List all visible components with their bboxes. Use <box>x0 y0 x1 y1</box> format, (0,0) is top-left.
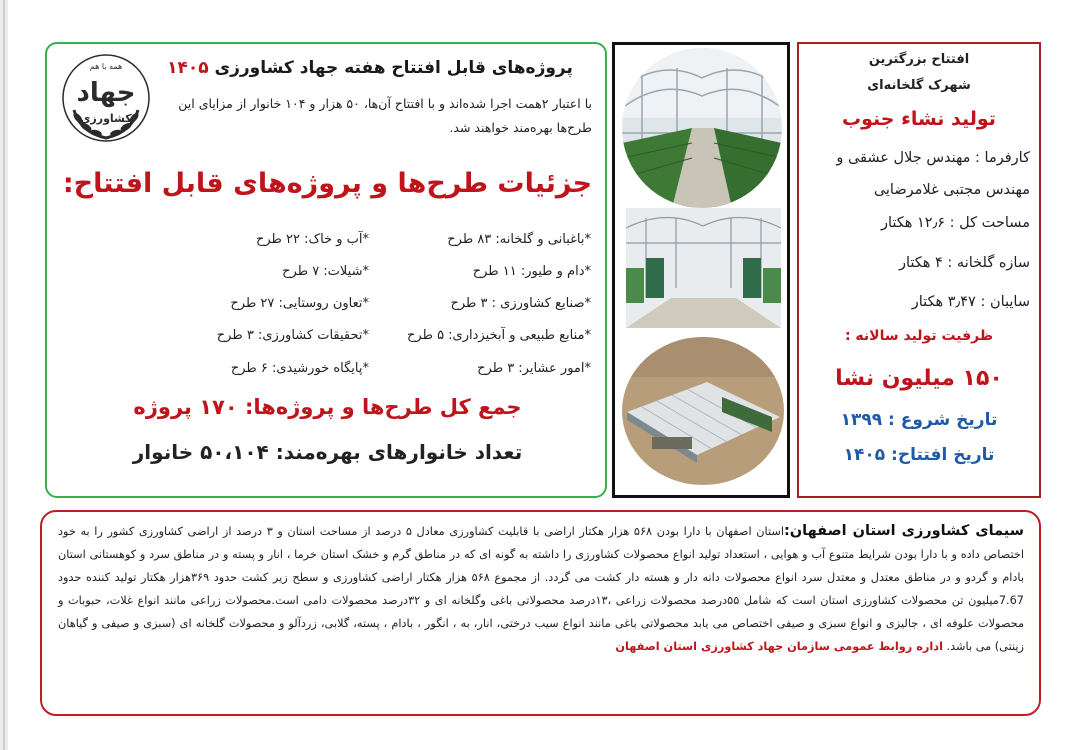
province-paragraph <box>58 520 1024 658</box>
project-item: *تحقیقات کشاورزی: ۳ طرح <box>216 328 369 343</box>
project-item: *دام و طیور: ۱۱ طرح <box>472 264 591 279</box>
projects-total: جمع کل طرح‌ها و پروژه‌ها: ۱۷۰ پروژه <box>133 395 522 419</box>
greenhouse-interior-photo <box>622 48 782 208</box>
project-item: *آب و خاک: ۲۲ طرح <box>255 232 369 247</box>
capacity-label: ظرفیت تولید سالانه : <box>844 328 994 344</box>
details-heading: جزئیات طرح‌ها و پروژه‌های قابل افتتاح: <box>62 168 593 199</box>
projects-description: با اعتبار ۲همت اجرا شده‌اند و با افتتاح آن‌ها، ۵۰ هزار و ۱۰۴ خانوار از مزایای این طرح‌ها بهره‌مند خواهند شد. <box>178 96 592 135</box>
logo-sub-text: کشاورزی <box>80 112 132 125</box>
greenhouse-structure-area: سازه گلخانه : ۴ هکتار <box>898 255 1030 271</box>
projects-title-text: پروژه‌های قابل افتتاح هفته جهاد کشاورزی <box>214 58 573 78</box>
logo-main-text: جهاد <box>76 78 136 108</box>
project-item: *منابع طبیعی و آبخیزداری: ۵ طرح <box>407 328 591 343</box>
greenhouse-name: تولید نشاء جنوب <box>842 108 996 130</box>
capacity-value: ۱۵۰ میلیون نشا <box>835 366 1003 391</box>
projects-title <box>160 58 580 78</box>
greenhouse-intro-1: افتتاح بزرگترین <box>868 52 970 67</box>
province-lead: سیمای کشاورزی استان اصفهان: <box>783 523 1024 539</box>
project-item: *امور عشایر: ۳ طرح <box>477 361 591 376</box>
beneficiary-families: تعداد خانوارهای بهره‌مند: ۵۰،۱۰۴ خانوار <box>132 440 523 464</box>
projects-title-year: ۱۴۰۵ <box>167 58 209 78</box>
employer-line-1: کارفرما : مهندس جلال عشقی و <box>836 150 1030 166</box>
total-area: مساحت کل : ۱۲٫۶ هکتار <box>880 215 1030 231</box>
jihad-logo <box>60 52 152 144</box>
left-page-edge <box>0 0 8 750</box>
start-date: تاریخ شروع : ۱۳۹۹ <box>840 410 998 430</box>
greenhouse-intro-2: شهرک گلخانه‌ای <box>867 78 971 93</box>
province-signature: اداره روابط عمومی سازمان جهاد کشاورزی استان اصفهان <box>615 640 943 653</box>
greenhouse-aerial-photo <box>622 337 784 485</box>
logo-tagline: همه با هم <box>89 62 123 71</box>
opening-date: تاریخ افتتاح: ۱۴۰۵ <box>843 445 995 465</box>
project-item: *پایگاه خورشیدی: ۶ طرح <box>230 361 369 376</box>
project-item: *صنایع کشاورزی : ۳ طرح <box>450 296 591 311</box>
greenhouse-hall-photo <box>626 208 781 328</box>
employer-line-2: مهندس مجتبی غلامرضایی <box>873 182 1030 198</box>
project-item: *شیلات: ۷ طرح <box>282 264 369 279</box>
project-item: *تعاون روستایی: ۲۷ طرح <box>230 296 369 311</box>
shade-area: سایبان : ۳٫۴۷ هکتار <box>911 294 1030 310</box>
project-item: *باغبانی و گلخانه: ۸۳ طرح <box>447 232 591 247</box>
province-body: استان اصفهان با دارا بودن ۵۶۸ هزار هکتار اراضی با قابلیت کشاورزی معادل ۵ درصد از مساحت استان و ۳ درصد از اراضی کشاورزی کشور را به خود اختصاص داده و با دارا بودن شرایط متنوع آب و هوایی ، استعداد تولید انواع محصولات کشاورزی را داشته به گونه ای که در مناطق گرم و خشک استان خرما ، انار و پسته و در مناطق سرد و کوهستانی استان بادام و گردو و در مناطق معتدل و معتدل سرد انواع محصولات دانه دار و هسته دار کشت می گردد. از مجموع ۵۶۸ هزار هکتار اراضی کشاورزی و سطح زیر کشت حدود ۳۶۹هزار هکتار تولید کننده حدود 7.67میلیون تن محصولات کشاورزی استان است که شامل ۵۵درصد محصولات زراعی ،۱۳درصد محصولاتی باغی وگلخانه ای و ۳۲درصد محصولات دامی است.محصولات زراعی مانند انواع غلات، حبوبات و محصولات علوفه ای ، جالیزی و انواع سبزی و صیفی اختصاص می یابد محصولاتی باغی مانند انواع سیب درختی، انار، به ، انگور ، بادام ، پسته، گلابی، زردآلو و محصولات گلخانه ای (سبزی و صیفی و گیاهان زینتی) می باشد. <box>58 525 1025 653</box>
